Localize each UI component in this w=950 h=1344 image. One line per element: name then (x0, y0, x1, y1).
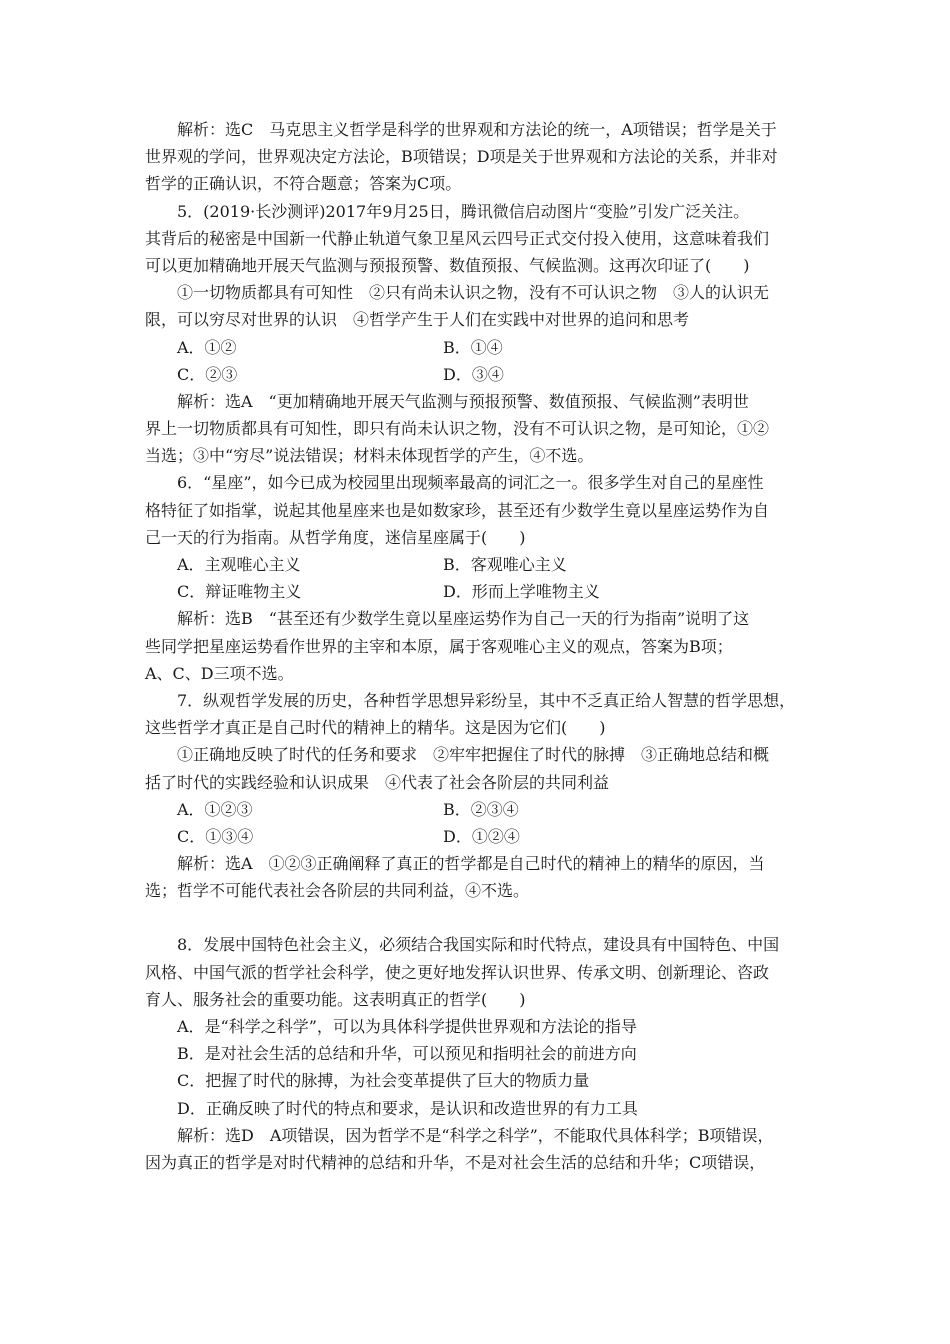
q6-option-d: D．形而上学唯物主义 (443, 582, 600, 602)
q8-analysis-line: 解析：选D A项错误，因为哲学不是“科学之科学”，不能取代具体科学；B项错误， (177, 1125, 774, 1145)
q5-analysis-line: 界上一切物质都具有可知性，即只有尚未认识之物，没有不可认识之物，是可知论，①② (145, 419, 770, 439)
q8-option-d: D．正确反映了时代的特点和要求，是认识和改造世界的有力工具 (177, 1098, 638, 1118)
q5-statement-line: ①一切物质都具有可知性 ②只有尚未认识之物，没有不可认识之物 ③人的认识无 (177, 283, 770, 303)
q5-analysis-line: 解析：选A “更加精确地开展天气监测与预报预警、数值预报、气候监测”表明世 (177, 391, 749, 411)
section-gap (145, 904, 817, 931)
q7-option-b: B．②③④ (443, 799, 519, 819)
q5-stem-line: 其背后的秘密是中国新一代静止轨道气象卫星风云四号正式交付投入使用，这意味着我们 (145, 228, 770, 248)
q6-option-b: B．客观唯心主义 (443, 555, 567, 574)
q8-option-a: A．是“科学之科学”，可以为具体科学提供世界观和方法论的指导 (177, 1017, 637, 1036)
document-page (145, 116, 817, 1176)
q6-stem-line: 己一天的行为指南。从哲学角度，迷信星座属于( ) (145, 527, 526, 547)
q7-statement-line: ①正确地反映了时代的任务和要求 ②牢牢把握住了时代的脉搏 ③正确地总结和概 (177, 745, 770, 765)
q5-option-row (145, 334, 817, 361)
q7-statement-line: 括了时代的实践经验和认识成果 ④代表了社会各阶层的共同利益 (145, 772, 610, 792)
q6-stem-line: 格特征了如指掌，说起其他星座来也是如数家珍，甚至还有少数学生竟以星座运势作为自 (145, 500, 770, 520)
q5-option-a: A．①② (177, 337, 237, 357)
q6-option-row (145, 551, 817, 578)
q4-analysis-line: 解析：选C 马克思主义哲学是科学的世界观和方法论的统一，A项错误；哲学是关于 (177, 120, 777, 139)
q8-option-b: B．是对社会生活的总结和升华，可以预见和指明社会的前进方向 (177, 1044, 637, 1064)
q7-analysis-line: 选；哲学不可能代表社会各阶层的共同利益，④不选。 (145, 881, 530, 901)
q6-option-a: A．主观唯心主义 (177, 555, 301, 574)
q6-analysis-line: 解析：选B “甚至还有少数学生竟以星座运势作为自己一天的行为指南”说明了这 (177, 609, 750, 629)
q5-statement-line: 限，可以穷尽对世界的认识 ④哲学产生于人们在实践中对世界的追问和思考 (145, 310, 690, 330)
q7-analysis-line: 解析：选A ①②③正确阐释了真正的哲学都是自己时代的精神上的精华的原因，当 (177, 854, 765, 874)
q8-stem-line: 风格、中国气派的哲学社会科学，使之更好地发挥认识世界、传承文明、创新理论、咨政 (145, 962, 770, 982)
q6-analysis-line: A、C、D三项不选。 (145, 663, 294, 683)
q4-analysis-line: 世界观的学问，世界观决定方法论，B项错误；D项是关于世界观和方法论的关系，并非对 (145, 147, 778, 167)
q6-option-row (145, 578, 817, 605)
q8-analysis-line: 因为真正的哲学是对时代精神的总结和升华，不是对社会生活的总结和升华；C项错误， (145, 1152, 766, 1172)
q7-option-row (145, 823, 817, 850)
q7-stem-line: 这些哲学才真正是自己时代的精神上的精华。这是因为它们( ) (145, 718, 606, 738)
q7-option-a: A．①②③ (177, 799, 253, 819)
q8-option-c: C．把握了时代的脉搏，为社会变革提供了巨大的物质力量 (177, 1071, 590, 1091)
q5-analysis-line: 当选；③中“穷尽”说法错误；材料未体现哲学的产生，④不选。 (145, 446, 594, 466)
q8-stem-line: 育人、服务社会的重要功能。这表明真正的哲学( ) (145, 989, 526, 1009)
q7-option-row (145, 796, 817, 823)
q6-stem-line: 6．“星座”，如今已成为校园里出现频率最高的词汇之一。很多学生对自己的星座性 (177, 473, 764, 493)
q5-option-row (145, 361, 817, 388)
q5-stem-line: 可以更加精确地开展天气监测与预报预警、数值预报、气候监测。这再次印证了( ) (145, 255, 750, 275)
q7-option-d: D．①②④ (443, 826, 520, 846)
q7-stem-line: 7．纵观哲学发展的历史，各种哲学思想异彩纷呈，其中不乏真正给人智慧的哲学思想， (177, 690, 796, 710)
q6-analysis-line: 些同学把星座运势看作世界的主宰和本原，属于客观唯心主义的观点，答案为B项； (145, 636, 733, 656)
q6-option-c: C．辩证唯物主义 (177, 582, 302, 602)
q5-stem-line: 5．(2019·长沙测评)2017年9月25日，腾讯微信启动图片“变脸”引发广泛关注。 (177, 201, 750, 221)
q5-option-d: D．③④ (443, 364, 504, 384)
q4-analysis-line: 哲学的正确认识，不符合题意；答案为C项。 (145, 174, 462, 194)
q5-option-c: C．②③ (177, 364, 238, 384)
q8-stem-line: 8．发展中国特色社会主义，必须结合我国实际和时代特点，建设具有中国特色、中国 (177, 935, 780, 955)
q5-option-b: B．①④ (443, 337, 503, 357)
q7-option-c: C．①③④ (177, 826, 254, 846)
